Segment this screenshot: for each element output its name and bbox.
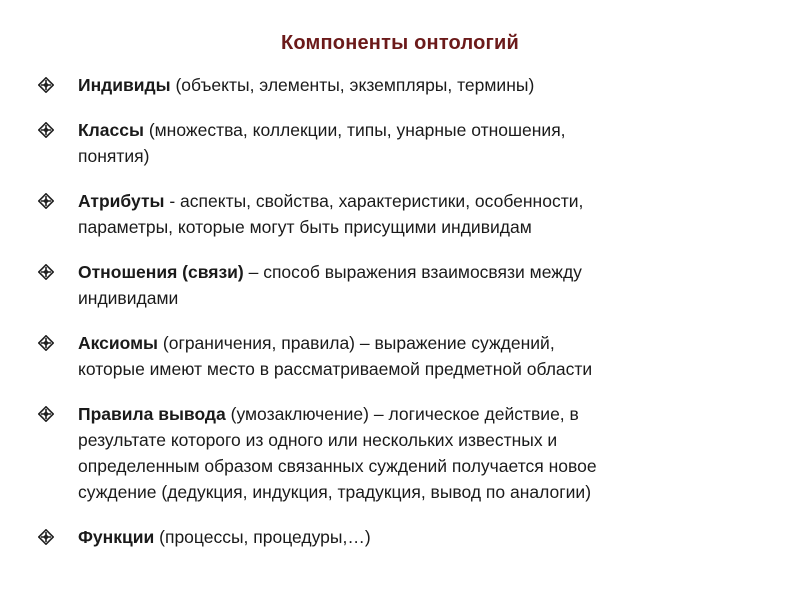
bullet-term: Отношения (связи)	[78, 262, 244, 282]
diamond-bullet-icon	[38, 335, 54, 351]
bullet-continuation-line: суждение (дедукция, индукция, традукция, вывод по аналогии)	[78, 482, 592, 502]
bullet-first-line	[78, 117, 758, 143]
bullet-first-line	[78, 259, 758, 285]
bullet-first-line	[78, 401, 758, 427]
bullet-description: – способ выражения взаимосвязи между	[243, 262, 582, 282]
bullet-description: (процессы, процедуры,…)	[154, 527, 371, 547]
bullet-item	[38, 330, 758, 382]
bullet-description: (множества, коллекции, типы, унарные отношения,	[143, 120, 566, 140]
bullet-item	[38, 72, 758, 98]
bullet-list	[38, 72, 758, 569]
diamond-bullet-icon	[38, 406, 54, 422]
bullet-continuation-line: индивидами	[78, 288, 179, 308]
bullet-item	[38, 401, 758, 505]
diamond-bullet-icon	[38, 264, 54, 280]
bullet-first-line	[78, 524, 758, 550]
bullet-item	[38, 117, 758, 169]
bullet-continuation-line: параметры, которые могут быть присущими индивидам	[78, 217, 532, 237]
bullet-term: Классы	[78, 120, 144, 140]
bullet-description: - аспекты, свойства, характеристики, особенности,	[164, 191, 584, 211]
bullet-item	[38, 259, 758, 311]
bullet-term: Аксиомы	[78, 333, 159, 353]
bullet-item	[38, 188, 758, 240]
bullet-first-line	[78, 72, 758, 98]
bullet-continuation-line: понятия)	[78, 146, 150, 166]
bullet-term: Правила вывода	[78, 404, 226, 424]
bullet-term: Индивиды	[78, 75, 171, 95]
bullet-term: Функции	[78, 527, 155, 547]
bullet-item	[38, 524, 758, 550]
diamond-bullet-icon	[38, 122, 54, 138]
diamond-bullet-icon	[38, 193, 54, 209]
bullet-first-line	[78, 330, 758, 356]
bullet-description: (умозаключение) – логическое действие, в	[225, 404, 579, 424]
bullet-continuation-line: результате которого из одного или нескольких известных и	[78, 430, 558, 450]
diamond-bullet-icon	[38, 77, 54, 93]
bullet-description: (объекты, элементы, экземпляры, термины)	[170, 75, 535, 95]
bullet-term: Атрибуты	[78, 191, 165, 211]
bullet-continuation-line: определенным образом связанных суждений получается новое	[78, 456, 597, 476]
bullet-continuation-line: которые имеют место в рассматриваемой предметной области	[78, 359, 593, 379]
bullet-description: (ограничения, правила) – выражение суждений,	[158, 333, 555, 353]
bullet-first-line	[78, 188, 758, 214]
slide-title: Компоненты онтологий	[280, 32, 520, 54]
diamond-bullet-icon	[38, 529, 54, 545]
